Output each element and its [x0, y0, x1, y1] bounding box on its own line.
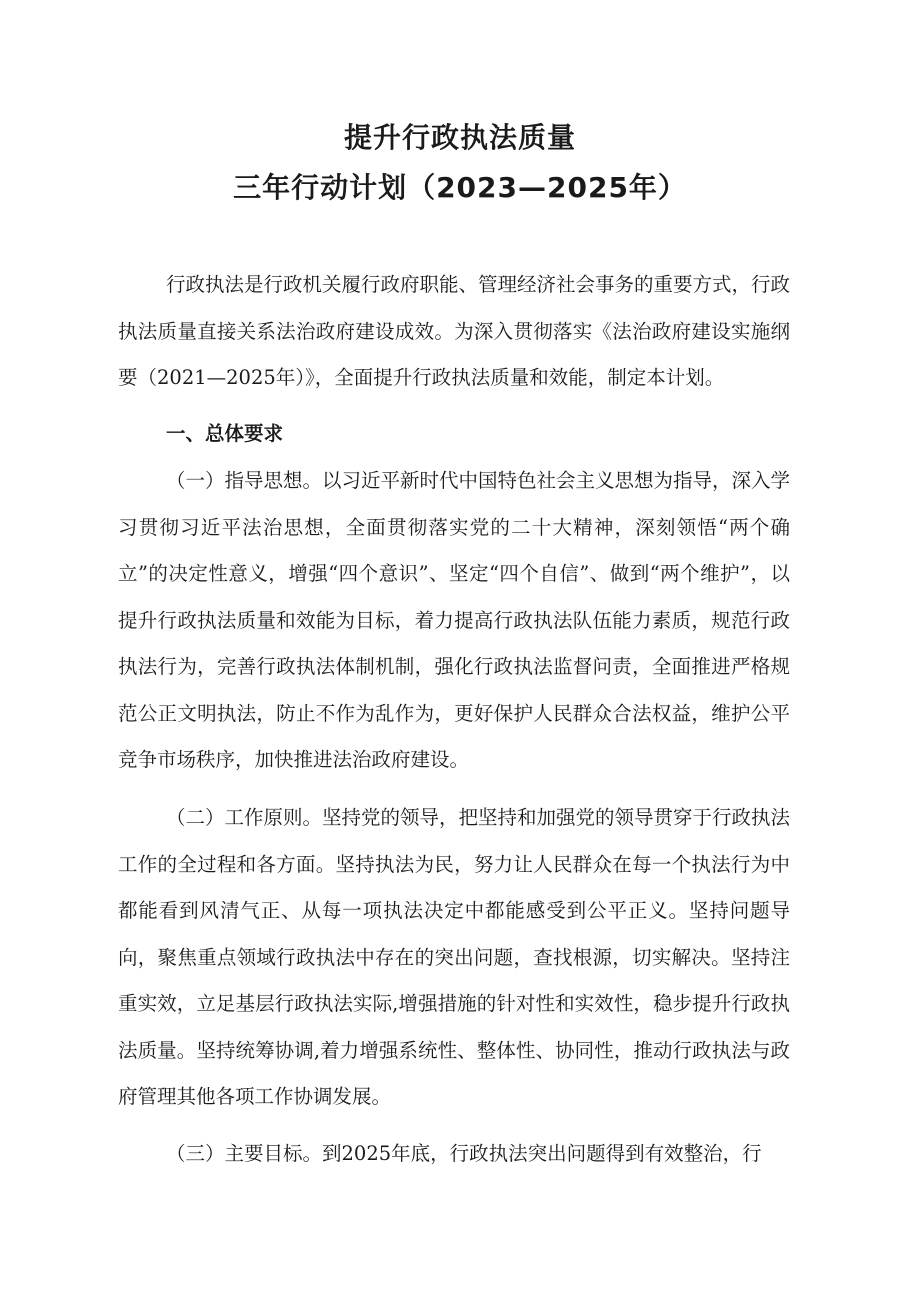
paragraph-main-goals: [118, 1131, 790, 1178]
intro-paragraph-text: 行政执法是行政机关履行政府职能、管理经济社会事务的重要方式，行政执法质量直接关系法治政府建设成效。为深入贯彻落实《法治政府建设实施纲要（2021—2025年）》，全面提升行政执法质量和效能，制定本计划。: [118, 273, 791, 389]
paragraph-main-goals-text: （三）主要目标。到2025年底，行政执法突出问题得到有效整治，行: [166, 1142, 762, 1165]
document-title-line-1: 提升行政执法质量: [343, 121, 576, 154]
section-heading-general-requirements: 一、总体要求: [166, 422, 284, 445]
paragraph-working-principles: [118, 795, 790, 1121]
paragraph-guiding-ideology-text: （一）指导思想。以习近平新时代中国特色社会主义思想为指导，深入学习贯彻习近平法治思想，全面贯彻落实党的二十大精神，深刻领悟“两个确立”的决定性意义，增强“四个意识”、坚定“四个自信”、做到“两个维护”，以提升行政执法质量和效能为目标，着力提高行政执法队伍能力素质，规范行政执法行为，完善行政执法体制机制，强化行政执法监督问责，全面推进严格规范公正文明执法，防止不作为乱作为，更好保护人民群众合法权益，维护公平竞争市场秩序，加快推进法治政府建设。: [118, 469, 791, 771]
paragraph-working-principles-text: （二）工作原则。坚持党的领导，把坚持和加强党的领导贯穿于行政执法工作的全过程和各方面。坚持执法为民，努力让人民群众在每一个执法行为中都能看到风清气正、从每一项执法决定中都能感受到公平正义。坚持问题导向，聚焦重点领域行政执法中存在的突出问题，查找根源，切实解决。坚持注重实效，立足基层行政执法实际,增强措施的针对性和实效性，稳步提升行政执法质量。坚持统筹协调,着力增强系统性、整体性、协同性，推动行政执法与政府管理其他各项工作协调发展。: [118, 806, 791, 1108]
intro-paragraph: [118, 262, 790, 402]
paragraph-guiding-ideology: [118, 458, 790, 784]
document-title-line-2: 三年行动计划（2023—2025年）: [233, 171, 687, 204]
